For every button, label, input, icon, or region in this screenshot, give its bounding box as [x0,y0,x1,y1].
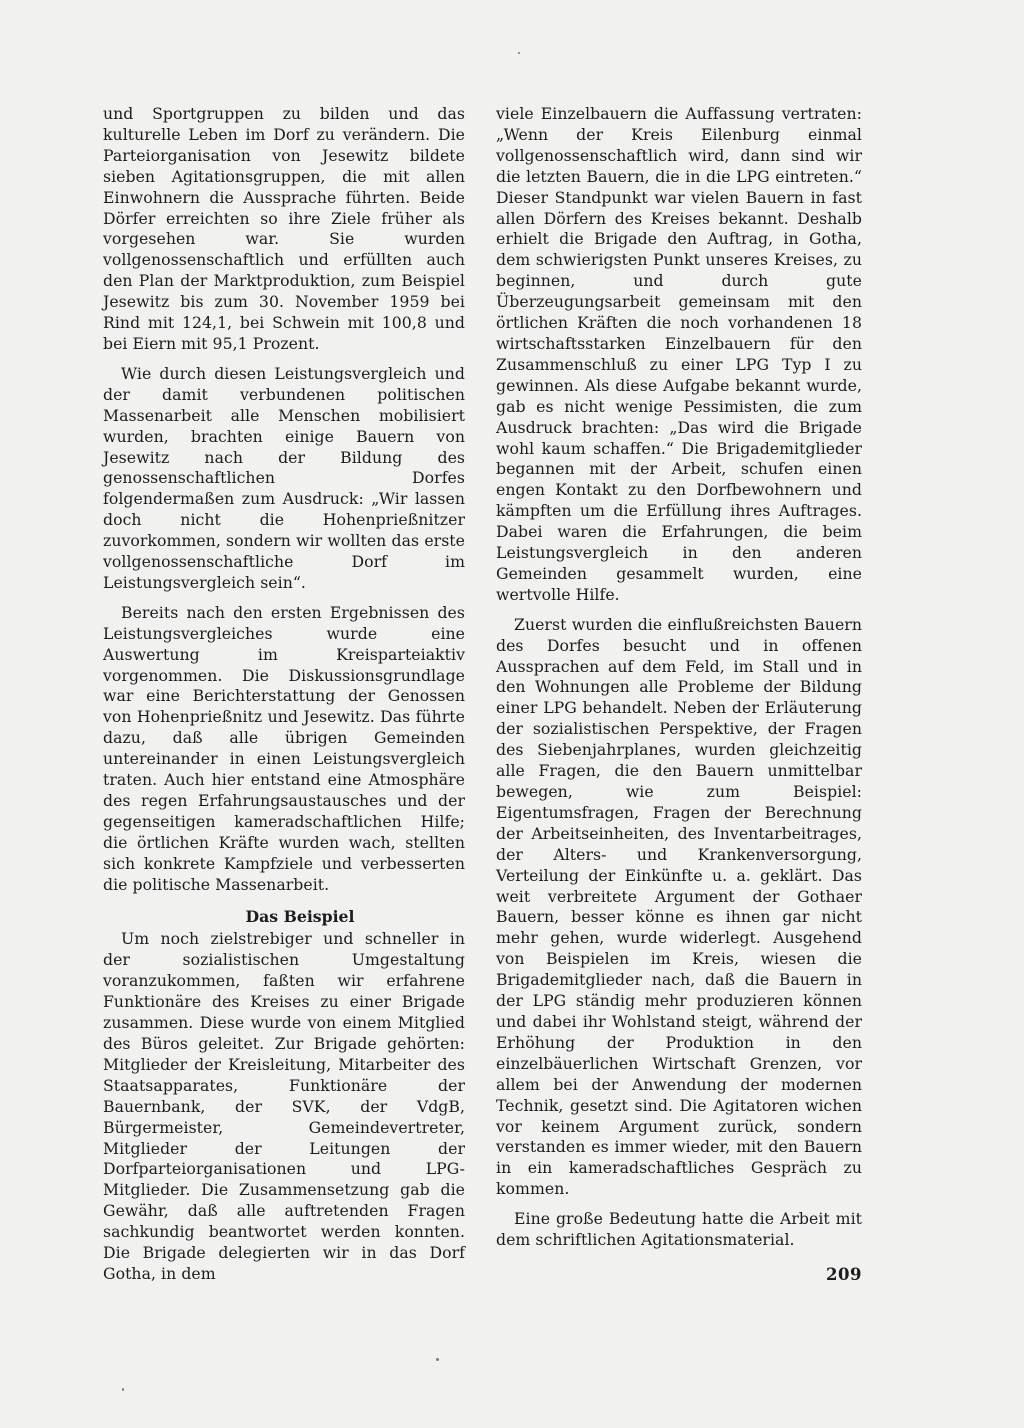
section-heading: Das Beispiel [245,906,355,926]
body-paragraph: Eine große Bedeutung hatte die Arbeit mit dem schriftlichen Agitationsmaterial. [496,1209,862,1250]
body-paragraph: Bereits nach den ersten Ergebnissen des Leistungsvergleiches wurde eine Auswertung im Kreisparteiaktiv vorgenommen. Die Diskussionsgrundlage war eine Berichterstattung der Genossen von Hohenprießnitz und Jesewitz. Das führte dazu, daß alle übrigen Gemeinden untereinander in einen Leistungsvergleich traten. Auch hier entstand eine Atmosphäre des regen Erfahrungsaustausches und der gegenseitigen kameradschaftlichen Hilfe; die örtlichen Kräfte wurden wach, stellten sich konkrete Kampfziele und verbesserten die politische Massenarbeit. [103,602,465,894]
paper-speck [436,1358,439,1361]
body-paragraph: Um noch zielstrebiger und schneller in der sozialistischen Umgestaltung voranzukommen, faßten wir erfahrene Funktionäre des Kreises zu einer Brigade zusammen. Diese wurde von einem Mitglied des Büros geleitet. Zur Brigade gehörten: Mitglieder der Kreisleitung, Mitarbeiter des Staatsapparates, Funktionäre der Bauernbank, der SVK, der VdgB, Bürgermeister, Gemeindevertreter, Mitglieder der Leitungen der Dorfparteiorganisationen und LPG-Mitglieder. Die Zusammensetzung gab die Gewähr, daß alle auftretenden Fragen sachkundig beantwortet werden konnten. Die Brigade delegierten wir in das Dorf Gotha, in dem [103,929,465,1283]
page-number: 209 [826,1265,862,1284]
paper-speck [122,1388,124,1391]
body-paragraph: Zuerst wurden die einflußreichsten Bauern des Dorfes besucht und in offenen Aussprachen auf dem Feld, im Stall und in den Wohnungen alle Probleme der Bildung einer LPG behandelt. Neben der Erläuterung der sozialistischen Perspektive, der Fragen des Siebenjahrplanes, wurden gleichzeitig alle Fragen, die den Bauern unmittelbar bewegen, wie zum Beispiel: Eigentumsfragen, Fragen der Berechnung der Arbeitseinheiten, des Inventarbeitrages, der Alters- und Krankenversorgung, Verteilung der Einkünfte u. a. geklärt. Das weit verbreitete Argument der Gothaer Bauern, besser könne es ihnen gar nicht mehr gehen, wurde widerlegt. Ausgehend von Beispielen im Kreis, wiesen die Brigademitglieder nach, daß die Bauern in der LPG ständig mehr produzieren können und dabei ihr Wohlstand steigt, während der Erhöhung der Produktion in den einzelbäuerlichen Wirtschaft Grenzen, vor allem bei der Anwendung der modernen Technik, gesetzt sind. Die Agitatoren wichen vor keinem Argument zurück, sondern verstanden es immer wieder, mit den Bauern in ein kameradschaftliches Gespräch zu kommen. [496,614,862,1199]
right-column [496,104,862,1251]
body-paragraph: viele Einzelbauern die Auffassung vertraten: „Wenn der Kreis Eilenburg einmal vollgenossenschaftlich wird, dann sind wir die letzten Bauern, die in die LPG eintreten.“ Dieser Standpunkt war vielen Bauern in fast allen Dörfern des Kreises bekannt. Deshalb erhielt die Brigade den Auftrag, in Gotha, dem schwierigsten Punkt unseres Kreises, zu beginnen, und durch gute Überzeugungsarbeit gemeinsam mit den örtlichen Kräften die noch vorhandenen 18 wirtschaftsstarken Einzelbauern für den Zusammenschluß zu einer LPG Typ I zu gewinnen. Als diese Aufgabe bekannt wurde, gab es nicht wenige Pessimisten, die zum Ausdruck brachten: „Das wird die Brigade wohl kaum schaffen.“ Die Brigademitglieder begannen mit der Arbeit, schufen einen engen Kontakt zu den Dorfbewohnern und kämpften um die Erfüllung ihres Auftrages. Dabei waren die Erfahrungen, die beim Leistungsvergleich in den anderen Gemeinden gesammelt wurden, eine wertvolle Hilfe. [496,104,862,604]
body-paragraph: und Sportgruppen zu bilden und das kulturelle Leben im Dorf zu verändern. Die Parteiorganisation von Jesewitz bildete sieben Agitationsgruppen, die mit allen Einwohnern die Aussprache führten. Beide Dörfer erreichten so ihre Ziele früher als vorgesehen war. Sie wurden vollgenossenschaftlich und erfüllten auch den Plan der Marktproduktion, zum Beispiel Jesewitz bis zum 30. November 1959 bei Rind mit 124,1, bei Schwein mit 100,8 und bei Eiern mit 95,1 Prozent. [103,104,465,353]
left-column [103,104,465,1285]
body-paragraph: Wie durch diesen Leistungsvergleich und der damit verbundenen politischen Massenarbeit alle Menschen mobilisiert wurden, brachten einige Bauern von Jesewitz nach der Bildung des genossenschaftlichen Dorfes folgendermaßen zum Ausdruck: „Wir lassen doch nicht die Hohenprießnitzer zuvorkommen, sondern wir wollten das erste vollgenossenschaftliche Dorf im Leistungsvergleich sein“. [103,363,465,592]
paper-speck [518,52,520,54]
